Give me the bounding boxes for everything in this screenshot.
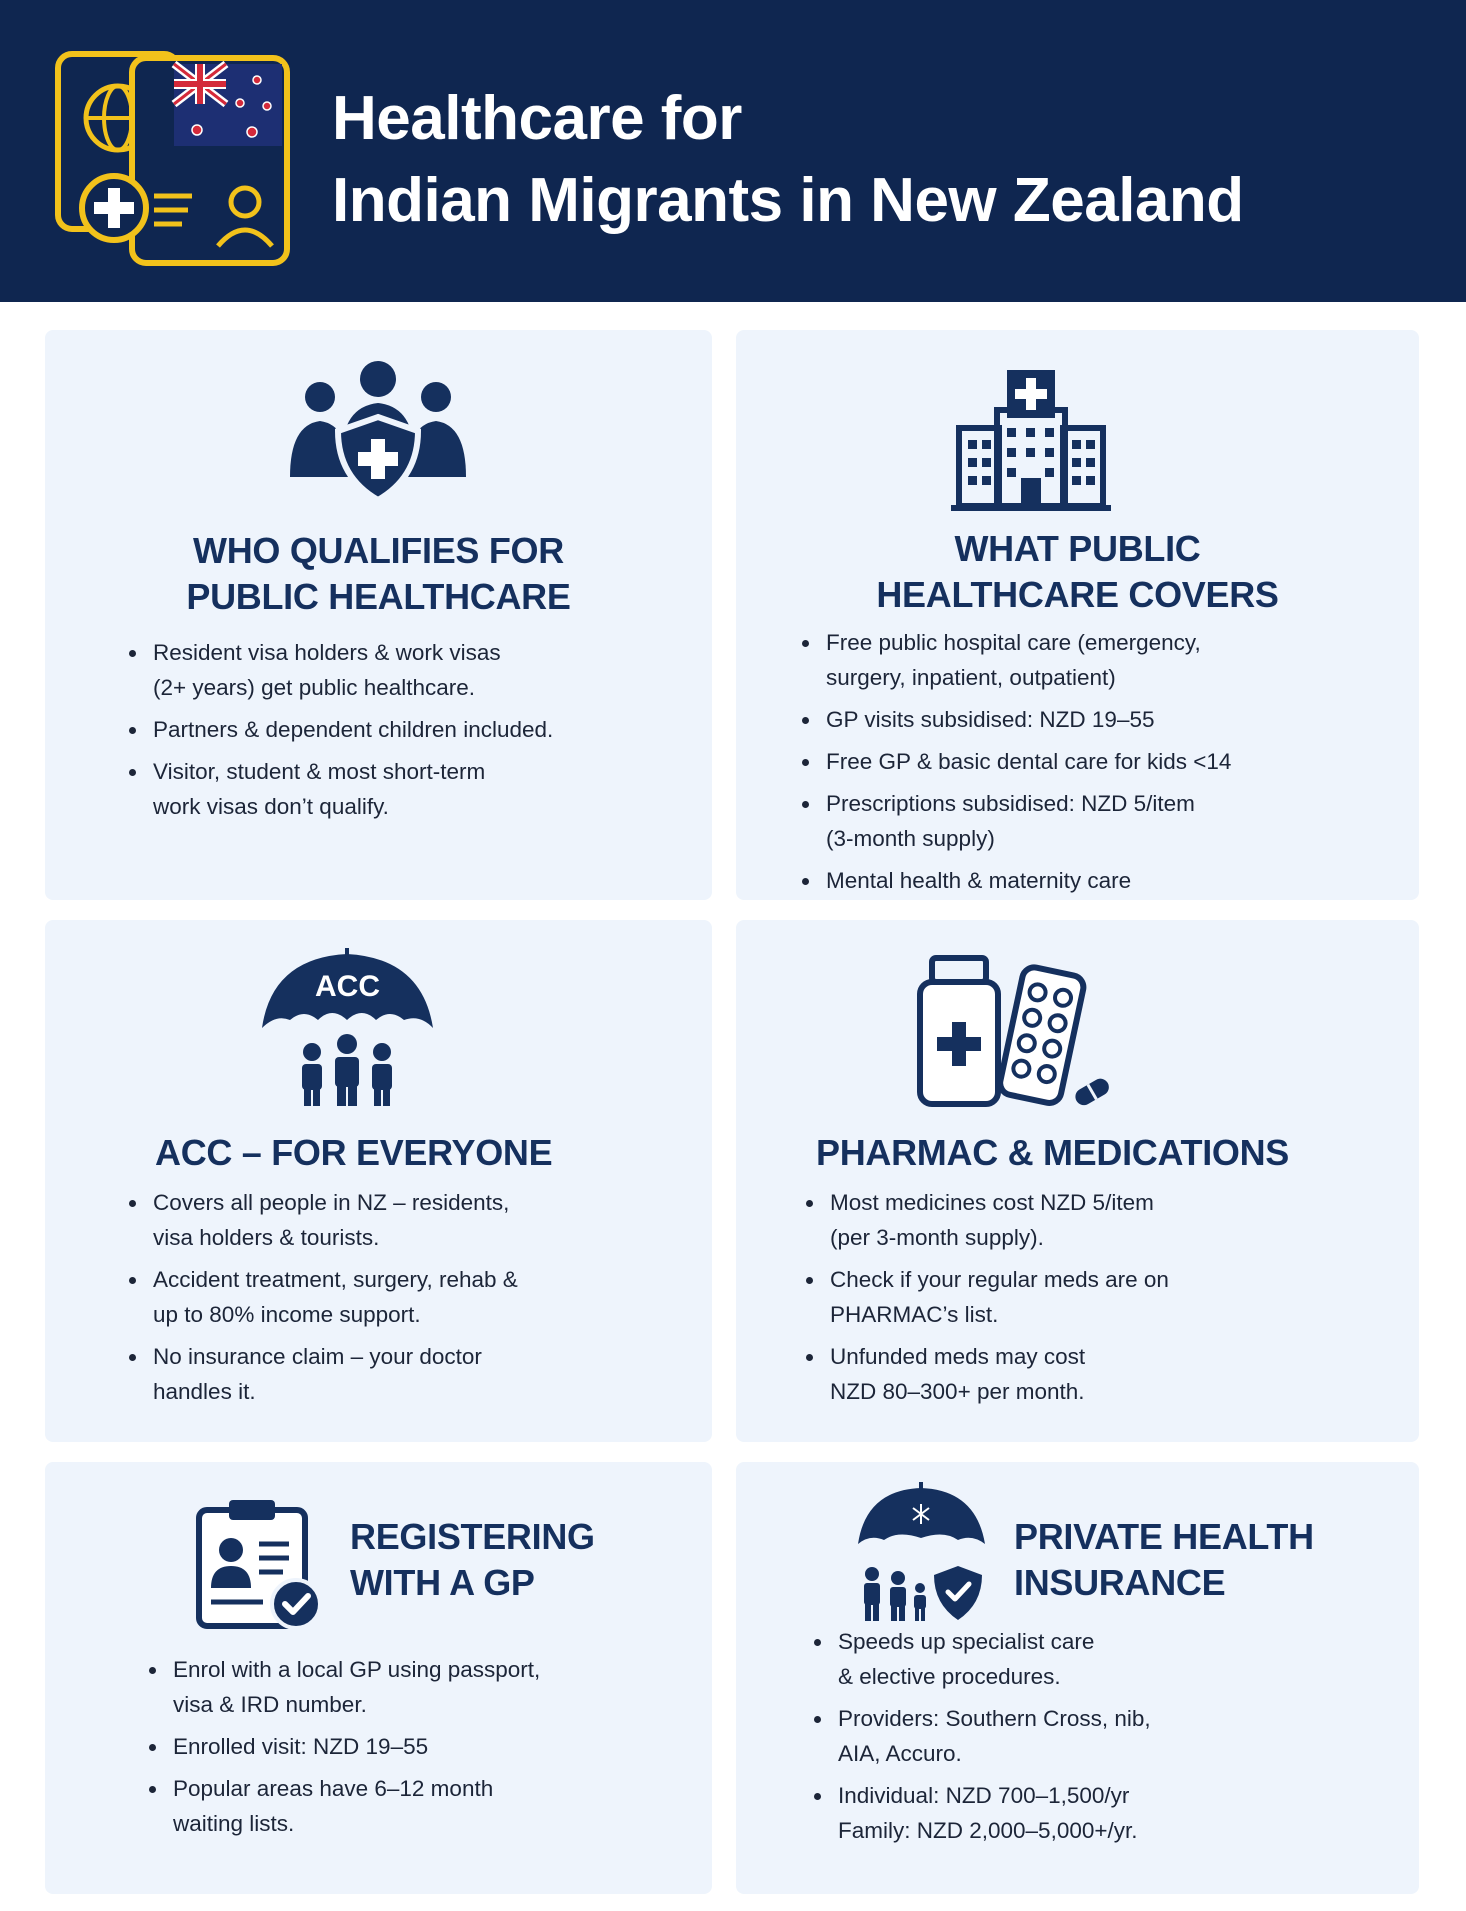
list-item: Enrolled visit: NZD 19–55 xyxy=(145,1729,540,1764)
card-pharmac xyxy=(736,920,1419,1442)
list-item: Popular areas have 6–12 month waiting lists. xyxy=(145,1771,540,1841)
card-title: WHO QUALIFIES FOR PUBLIC HEALTHCARE xyxy=(186,530,571,617)
clipboard-id-icon xyxy=(193,1496,328,1636)
card-acc xyxy=(45,920,712,1442)
list-item: Free public hospital care (emergency, surgery, inpatient, outpatient) xyxy=(798,625,1231,695)
list-item: Covers all people in NZ – residents, visa holders & tourists. xyxy=(125,1185,518,1255)
card-title: ACC – FOR EVERYONE xyxy=(155,1132,553,1173)
bullet-list xyxy=(125,1185,518,1416)
list-item: Partners & dependent children included. xyxy=(125,712,553,747)
card-title: PRIVATE HEALTH INSURANCE xyxy=(1014,1516,1314,1603)
list-item: Enrol with a local GP using passport, visa & IRD number. xyxy=(145,1652,540,1722)
card-register-gp xyxy=(45,1462,712,1894)
bullet-list xyxy=(802,1185,1169,1416)
bullet-list xyxy=(810,1624,1151,1855)
list-item: Resident visa holders & work visas (2+ years) get public healthcare. xyxy=(125,635,553,705)
title-line-2: Indian Migrants in New Zealand xyxy=(332,166,1244,235)
list-item: Visitor, student & most short-term work visas don’t qualify. xyxy=(125,754,553,824)
page-title xyxy=(332,78,1244,242)
list-item: Individual: NZD 700–1,500/yr Family: NZD 2,000–5,000+/yr. xyxy=(810,1778,1151,1848)
bullet-list xyxy=(798,625,1231,905)
hospital-icon xyxy=(951,370,1111,512)
list-item: Free GP & basic dental care for kids <14 xyxy=(798,744,1231,779)
title-line-1: Healthcare for xyxy=(332,84,742,153)
bullet-list xyxy=(145,1652,540,1848)
list-item: No insurance claim – your doctor handles it. xyxy=(125,1339,518,1409)
bullet-list xyxy=(125,635,553,831)
list-item: Check if your regular meds are on PHARMAC’s list. xyxy=(802,1262,1169,1332)
umbrella-people-icon xyxy=(260,948,435,1108)
card-title: REGISTERING WITH A GP xyxy=(350,1516,595,1603)
umbrella-label: ACC xyxy=(315,970,380,1003)
card-title: WHAT PUBLIC HEALTHCARE COVERS xyxy=(876,528,1279,615)
list-item: Speeds up specialist care & elective procedures. xyxy=(810,1624,1151,1694)
list-item: Prescriptions subsidised: NZD 5/item (3-month supply) xyxy=(798,786,1231,856)
card-who-qualifies xyxy=(45,330,712,900)
family-shield-icon xyxy=(288,355,468,505)
card-private-insurance xyxy=(736,1462,1419,1894)
list-item: Most medicines cost NZD 5/item (per 3-month supply). xyxy=(802,1185,1169,1255)
card-title: PHARMAC & MEDICATIONS xyxy=(816,1132,1290,1173)
list-item: Unfunded meds may cost NZD 80–300+ per month. xyxy=(802,1339,1169,1409)
list-item: Providers: Southern Cross, nib, AIA, Accuro. xyxy=(810,1701,1151,1771)
medicine-bottle-icon xyxy=(916,954,1116,1109)
umbrella-family-shield-icon xyxy=(854,1482,989,1627)
list-item: Mental health & maternity care xyxy=(798,863,1231,898)
list-item: Accident treatment, surgery, rehab & up to 80% income support. xyxy=(125,1262,518,1332)
header-banner xyxy=(0,0,1466,302)
passport-globe-flag-icon xyxy=(52,48,297,273)
list-item: GP visits subsidised: NZD 19–55 xyxy=(798,702,1231,737)
card-public-coverage xyxy=(736,330,1419,900)
